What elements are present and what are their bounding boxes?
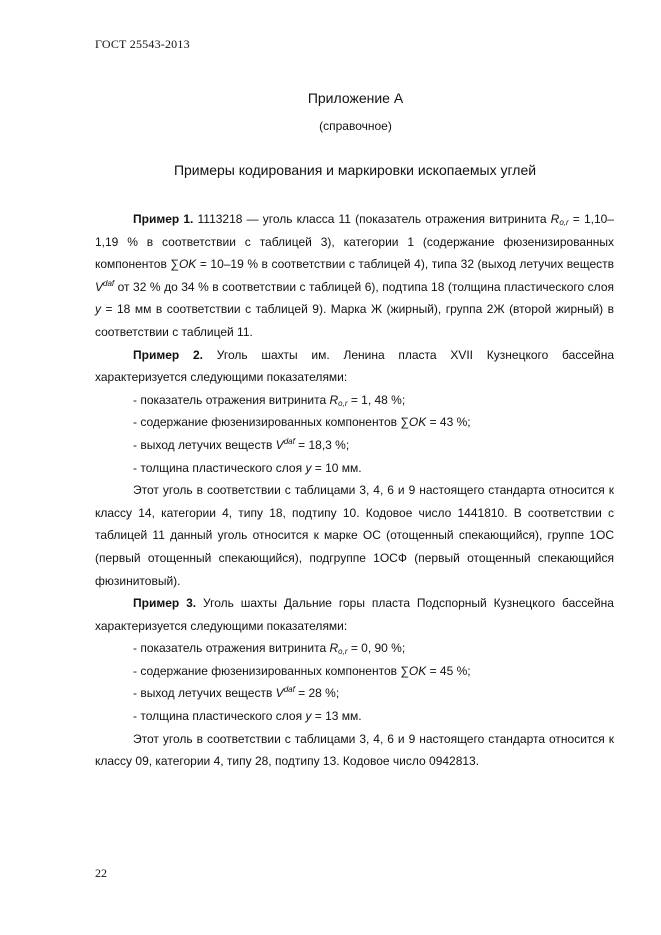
example-3-conclusion: Этот уголь в соответствии с таблицами 3, 4, 6 и 9 настоящего стандарта относится к классу 09, категории 4, типу 28, подтипу 13. Кодовое число 0942813.: [95, 731, 614, 769]
list-item: - толщина пластического слоя y = 13 мм.: [133, 709, 362, 724]
appendix-title: Приложение А: [307, 90, 404, 106]
example-3-label: Пример 3.: [133, 596, 197, 611]
example-2-paragraph: Пример 2. Уголь шахты им. Ленина пласта XVII Кузнецкого бассейна характеризуется следующими показателями:: [95, 347, 614, 385]
example-2-conclusion: Этот уголь в соответствии с таблицами 3, 4, 6 и 9 настоящего стандарта относится к классу 14, категории 4, типу 18, подтипу 10. Кодовое число 1441810. В соответствии с таблицей 11 данный уголь относится к марке ОС (отощенный спекающийся), группе 1ОС (первый отощенный спекающийся), подгруппе 1ОСФ (первый отощенный спекающийся фюзинитовый).: [95, 483, 614, 588]
list-item: - показатель отражения витринита $R_{o,r} = 1$, 48 %;: [133, 392, 406, 408]
section-heading: Примеры кодирования и маркировки ископаемых углей: [173, 162, 537, 178]
body-text: [95, 208, 614, 773]
document-code: ГОСТ 25543-2013: [95, 37, 190, 51]
example-3-paragraph: Пример 3. Уголь шахты Дальние горы пласта Подспорный Кузнецкого бассейна характеризуется следующими показателями:: [95, 596, 614, 633]
example-1-paragraph: Пример 1. 1113218 — уголь класса 11 (показатель отражения витринита $R_{o,r} = 1,10-1,19$ % в соответствии с таблицей 3), категории 1 (содержание фюзенизированных компонентов ∑OK = 10–19 % в соответствии с таблицей 4), типа 32 (выход летучих веществ $V^{daf}$ от 32 % до 34 % в соответствии с таблицей 6), подтипа 18 (толщина пластического слоя y = 18 мм в соответствии с таблицей 9). Марка Ж (жирный), группа 2Ж (второй жирный) в соответствии с таблицей 11.: [95, 212, 614, 339]
page-number: 22: [95, 866, 107, 880]
appendix-note: (справочное): [319, 119, 392, 133]
list-item: - толщина пластического слоя y = 10 мм.: [133, 460, 362, 475]
list-item: - выход летучих веществ $V^{daf} = 28$ %;: [133, 685, 340, 701]
list-item: - выход летучих веществ $V^{daf} = 18,3$ %;: [133, 436, 350, 452]
example-1-label: Пример 1.: [133, 212, 194, 226]
list-item: - содержание фюзенизированных компонентов ∑OK = 45 %;: [133, 663, 471, 678]
list-item: - показатель отражения витринита $R_{o,r} = 0$, 90 %;: [133, 641, 406, 657]
example-2-label: Пример 2.: [133, 347, 203, 362]
list-item: - содержание фюзенизированных компонентов ∑OK = 43 %;: [133, 415, 471, 430]
